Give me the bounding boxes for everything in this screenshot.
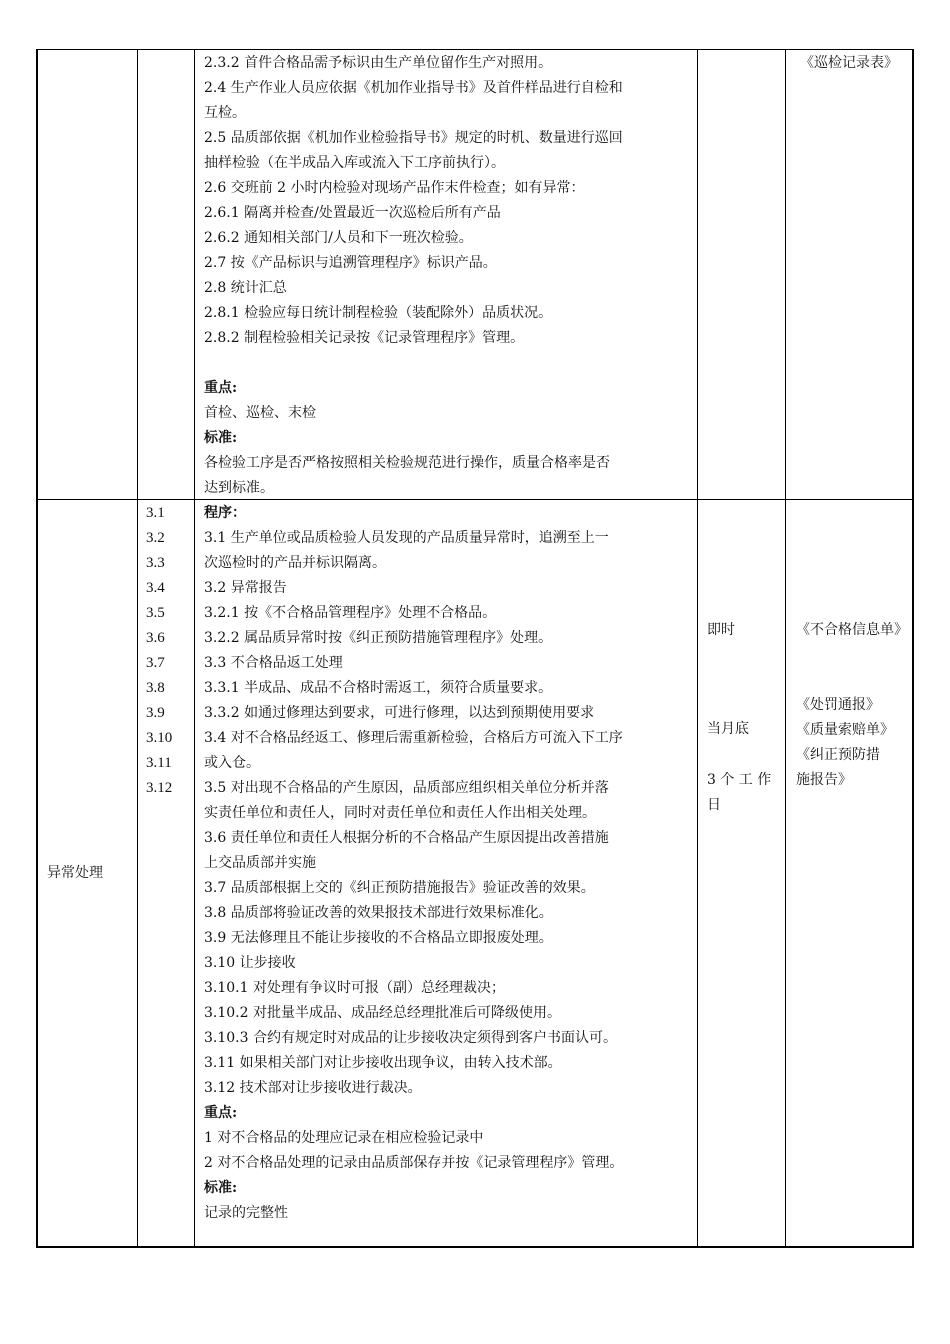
step-number: 3.5: [146, 605, 165, 621]
record-cell: [800, 51, 910, 76]
record-form-name: 《巡检记录表》: [800, 55, 898, 71]
category-cell: [47, 861, 135, 886]
content-line: 3.1 生产单位或品质检验人员发现的产品质量异常时，追溯至上一: [204, 530, 609, 546]
content-line: 2.8 统计汇总: [204, 280, 287, 296]
content-line: 3.10.1 对处理有争议时可报（副）总经理裁决；: [204, 980, 505, 996]
column-divider: [194, 49, 195, 1248]
content-line: 3.5 对出现不合格品的产生原因，品质部应组织相关单位分析并落: [204, 780, 609, 796]
step-number: 3.6: [146, 630, 165, 646]
key-points-label: 重点:: [204, 1105, 238, 1121]
content-line: 2.6.2 通知相关部门/人员和下一班次检验。: [204, 230, 473, 246]
timing-immediate: 即时: [707, 622, 735, 638]
timing-workdays: 3 个 工 作: [707, 772, 772, 788]
standard-text: 达到标准。: [204, 480, 274, 496]
column-divider: [137, 49, 138, 1248]
content-line: 3.11 如果相关部门对让步接收出现争议，由转入技术部。: [204, 1055, 562, 1071]
step-number: 3.1: [146, 505, 165, 521]
record-cell: [796, 693, 910, 793]
content-line: 2.5 品质部依据《机加作业检验指导书》规定的时机、数量进行巡回: [204, 130, 623, 146]
content-line: 次巡检时的产品并标识隔离。: [204, 555, 386, 571]
content-line: 3.7 品质部根据上交的《纠正预防措施报告》验证改善的效果。: [204, 880, 595, 896]
program-label: 程序：: [204, 505, 246, 521]
step-number: 3.11: [146, 755, 172, 771]
content-line: 3.3.1 半成品、成品不合格时需返工，须符合质量要求。: [204, 680, 553, 696]
content-line: 3.9 无法修理且不能让步接收的不合格品立即报废处理。: [204, 930, 553, 946]
timing-cell: [707, 717, 783, 742]
timing-cell: [707, 618, 783, 643]
content-line: 2.8.1 检验应每日统计制程检验（装配除外）品质状况。: [204, 305, 553, 321]
content-line: 2.3.2 首件合格品需予标识由生产单位留作生产对照用。: [204, 55, 553, 71]
step-number: 3.7: [146, 655, 165, 671]
category-label: 异常处理: [47, 865, 103, 881]
step-number: 3.10: [146, 730, 173, 746]
record-form-name: 《不合格信息单》: [796, 622, 908, 638]
procedure-content-cell: [204, 51, 694, 501]
standard-label: 标准:: [204, 1180, 238, 1196]
step-number: 3.9: [146, 705, 165, 721]
key-points-text: 首检、巡检、末检: [204, 405, 316, 421]
content-line: 抽样检验（在半成品入库或流入下工序前执行）。: [204, 155, 505, 171]
record-form-name: 《纠正预防措: [796, 747, 880, 763]
procedure-content-cell: [204, 501, 694, 1226]
standard-label: 标准:: [204, 430, 238, 446]
content-line: 互检。: [204, 105, 246, 121]
step-number: 3.2: [146, 530, 165, 546]
content-line: 2.8.2 制程检验相关记录按《记录管理程序》管理。: [204, 330, 525, 346]
table-right-border: [912, 49, 914, 1248]
step-number: 3.12: [146, 780, 173, 796]
column-divider: [697, 49, 698, 1248]
content-line: 2.6 交班前 2 小时内检验对现场产品作末件检查；如有异常：: [204, 180, 585, 196]
standard-text: 各检验工序是否严格按照相关检验规范进行操作，质量合格率是否: [204, 455, 610, 471]
record-cell: [796, 618, 910, 643]
standard-text: 记录的完整性: [204, 1205, 288, 1221]
content-line: 或入仓。: [204, 755, 260, 771]
step-number: 3.4: [146, 580, 165, 596]
timing-month-end: 当月底: [707, 721, 749, 737]
column-divider: [785, 49, 786, 1248]
key-points-text: 2 对不合格品处理的记录由品质部保存并按《记录管理程序》管理。: [204, 1155, 624, 1171]
content-line: 实责任单位和责任人，同时对责任单位和责任人作出相关处理。: [204, 805, 596, 821]
content-line: 2.6.1 隔离并检查/处置最近一次巡检后所有产品: [204, 205, 501, 221]
content-line: 3.12 技术部对让步接收进行裁决。: [204, 1080, 422, 1096]
record-form-name: 《质量索赔单》: [796, 722, 894, 738]
table-left-border: [36, 49, 38, 1248]
table-top-border: [36, 49, 914, 50]
content-line: 3.3.2 如通过修理达到要求，可进行修理，以达到预期使用要求: [204, 705, 595, 721]
key-points-text: 1 对不合格品的处理应记录在相应检验记录中: [204, 1130, 484, 1146]
record-form-name: 施报告》: [796, 772, 852, 788]
key-points-label: 重点:: [204, 380, 238, 396]
step-number: 3.3: [146, 555, 165, 571]
content-line: 3.8 品质部将验证改善的效果报技术部进行效果标准化。: [204, 905, 553, 921]
content-line: 3.10 让步接收: [204, 955, 296, 971]
blank-line: [204, 351, 694, 376]
step-number-cell: [146, 501, 192, 801]
step-number: 3.8: [146, 680, 165, 696]
record-form-name: 《处罚通报》: [796, 697, 880, 713]
content-line: 3.2.1 按《不合格品管理程序》处理不合格品。: [204, 605, 497, 621]
timing-cell: [707, 768, 783, 818]
content-line: 3.2.2 属品质异常时按《纠正预防措施管理程序》处理。: [204, 630, 553, 646]
content-line: 2.7 按《产品标识与追溯管理程序》标识产品。: [204, 255, 497, 271]
content-line: 2.4 生产作业人员应依据《机加作业指导书》及首件样品进行自检和: [204, 80, 623, 96]
content-line: 3.10.2 对批量半成品、成品经总经理批准后可降级使用。: [204, 1005, 561, 1021]
table-bottom-border: [36, 1246, 914, 1248]
procedure-table: [36, 49, 914, 1248]
content-line: 3.10.3 合约有规定时对成品的让步接收决定须得到客户书面认可。: [204, 1030, 617, 1046]
content-line: 3.6 责任单位和责任人根据分析的不合格品产生原因提出改善措施: [204, 830, 609, 846]
timing-workdays: 日: [707, 797, 721, 813]
content-line: 3.3 不合格品返工处理: [204, 655, 343, 671]
content-line: 上交品质部并实施: [204, 855, 316, 871]
content-line: 3.2 异常报告: [204, 580, 287, 596]
content-line: 3.4 对不合格品经返工、修理后需重新检验，合格后方可流入下工序: [204, 730, 623, 746]
